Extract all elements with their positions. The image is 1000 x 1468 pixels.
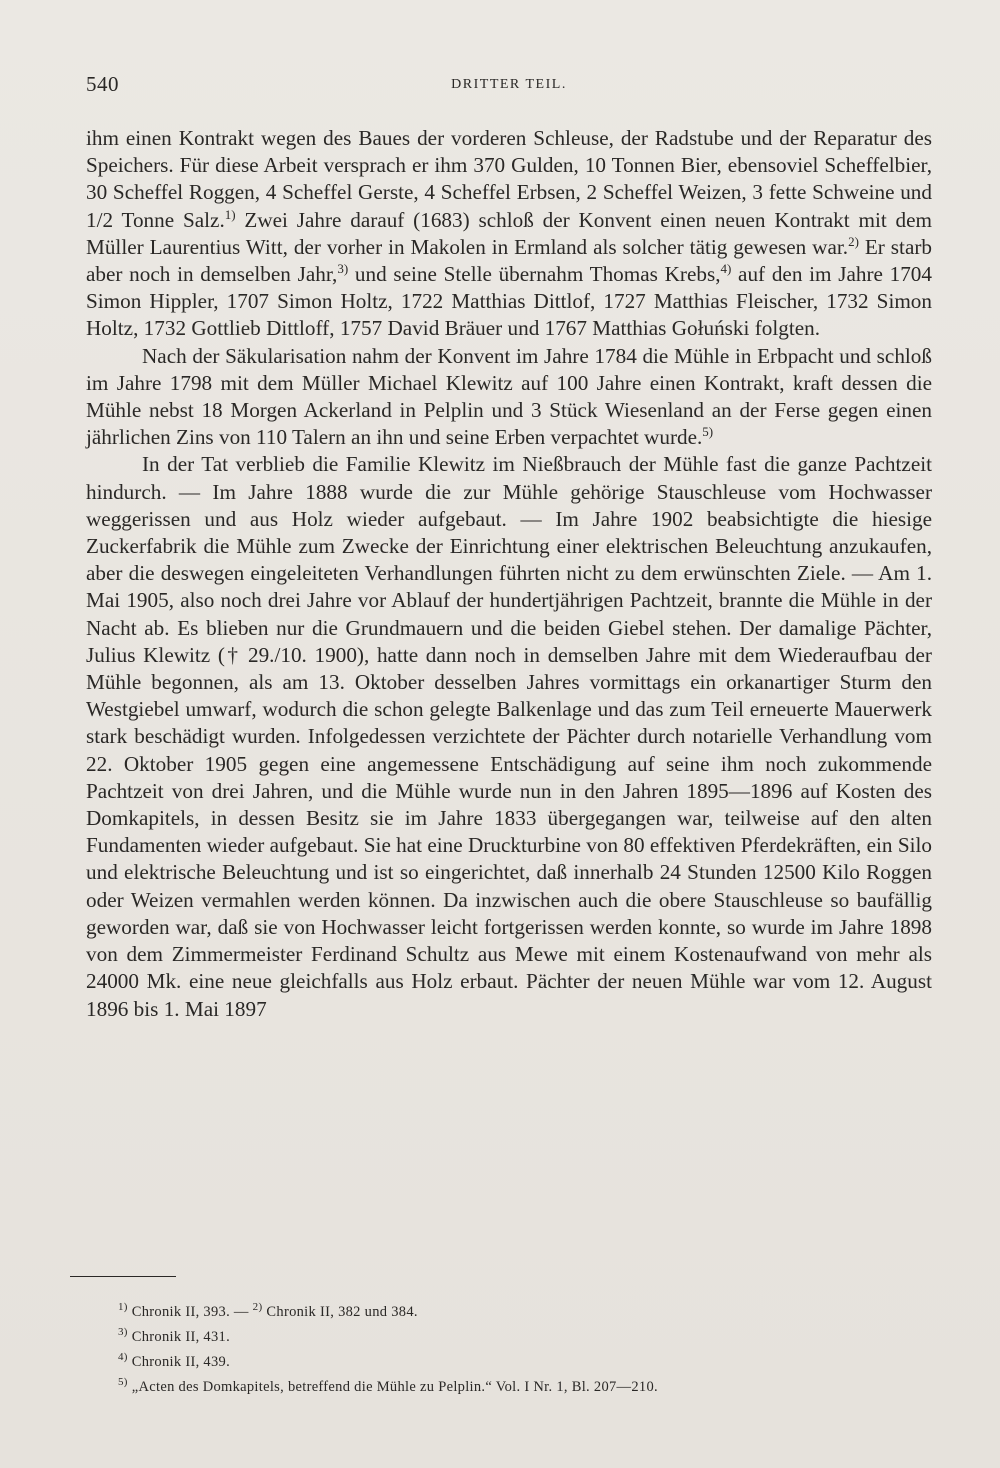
footnote-ref-3[interactable]: 3) xyxy=(337,260,349,276)
text-run: Nach der Säkularisation nahm der Konvent im Jahre 1784 die Mühle in Erbpacht und schloß im Jahre 1798 mit dem Müller Michael Klewitz auf 100 Jahre einen Kontrakt, kraft dessen die Mühle nebst 18 Morgen Ackerland in Pelplin und 3 Stück Wiesenland an der Ferse gegen einen jährlichen Zins von 110 Talern an ihn und seine Erben verpachtet wurde. xyxy=(86,343,932,450)
footnote-ref-5[interactable]: 5) xyxy=(702,424,714,440)
fraction-half: 1/2 xyxy=(86,207,114,232)
paragraph-2 xyxy=(86,343,932,452)
text-run: Er starb aber noch in demselben Jahr, xyxy=(86,234,932,287)
paragraph-1 xyxy=(86,125,932,343)
footnote-ref-1[interactable]: 1) xyxy=(224,206,236,222)
footnote-text: „Acten des Domkapitels, betreffend die Mühle zu Pelplin.“ Vol. I Nr. 1, Bl. 207—210. xyxy=(131,1379,658,1395)
footnote-mark: 1) xyxy=(118,1301,128,1314)
paragraph-3: In der Tat verblieb die Familie Klewitz im Nießbrauch der Mühle fast die ganze Pachtzeit hindurch. — Im Jahre 1888 wurde die zur Mühle gehörige Stauschleuse vom Hochwasser weggerissen und aus Holz wieder aufgebaut. — Im Jahre 1902 beabsichtigte die hiesige Zuckerfabrik die Mühle zum Zwecke der Einrichtung einer elektrischen Beleuchtung anzukaufen, aber die deswegen eingeleiteten Verhandlungen führten nicht zu dem erwünschten Ziele. — Am 1. Mai 1905, also noch drei Jahre vor Ablauf der hundertjährigen Pachtzeit, brannte die Mühle in der Nacht ab. Es blieben nur die Grundmauern und die beiden Giebel stehen. Der damalige Pächter, Julius Klewitz († 29./10. 1900), hatte dann noch in demselben Jahre mit dem Wiederaufbau der Mühle begonnen, als am 13. Oktober desselben Jahres vormittags ein orkanartiger Sturm den Westgiebel umwarf, wodurch die schon gelegte Balkenlage und das zum Teil erneuerte Mauerwerk stark beschädigt wurden. Infolgedessen verzichtete der Pächter durch notarielle Verhandlung vom 22. Oktober 1905 gegen eine angemessene Entschädigung auf seine ihm noch zukommende Pachtzeit von drei Jahren, und die Mühle wurde nun in den Jahren 1895—1896 auf Kosten des Domkapitels, in dessen Besitz sie im Jahre 1833 übergegangen war, teilweise auf den alten Fundamenten wieder aufgebaut. Sie hat eine Druckturbine von 80 effektiven Pferdekräften, ein Silo und elektrische Beleuchtung und ist so eingerichtet, daß innerhalb 24 Stunden 12500 Kilo Roggen oder Weizen vermahlen werden können. Da inzwischen auch die obere Stauschleuse so baufällig geworden war, daß sie von Hochwasser leicht fortgerissen werden konnte, so wurde im Jahre 1898 von dem Zimmermeister Ferdinand Schultz aus Mewe mit einem Kostenaufwand von mehr als 24000 Mk. eine neue gleichfalls aus Holz erbaut. Pächter der neuen Mühle war vom 12. August 1896 bis 1. Mai 1897 xyxy=(86,452,932,1021)
footnote-mark: 5) xyxy=(118,1376,128,1389)
footnote-text: Chronik II, 393. — xyxy=(131,1304,253,1320)
text-run: Zwei Jahre darauf (1683) schloß der Konvent einen neuen Kontrakt mit dem Müller Laurentius Witt, der vorher in Makolen in Ermland als solcher tätig gewesen war. xyxy=(86,207,933,259)
footnote-1-2 xyxy=(118,1300,938,1325)
footnote-text: Chronik II, 431. xyxy=(131,1329,231,1345)
footnote-4 xyxy=(118,1350,938,1375)
footnote-mark: 3) xyxy=(118,1326,128,1339)
footnote-5 xyxy=(118,1375,938,1400)
footnote-ref-4[interactable]: 4) xyxy=(720,260,732,276)
footnote-text: Chronik II, 382 und 384. xyxy=(266,1304,418,1320)
footnote-mark: 4) xyxy=(118,1351,128,1364)
page-header xyxy=(86,72,932,102)
footnote-divider xyxy=(70,1276,176,1277)
footnote-ref-2[interactable]: 2) xyxy=(848,233,859,249)
footnote-mark: 2) xyxy=(252,1301,263,1314)
main-text xyxy=(86,125,932,1023)
text-run: Tonne Salz. xyxy=(113,207,225,232)
text-run: und seine Stelle übernahm Thomas Krebs, xyxy=(348,262,721,287)
footnote-3 xyxy=(118,1325,938,1350)
footnote-text: Chronik II, 439. xyxy=(131,1354,231,1370)
page-number: 540 xyxy=(86,72,119,96)
footnotes xyxy=(118,1300,938,1400)
text-run: auf den im Jahre 1704 Simon Hippler, 1707 Simon Holtz, 1722 Matthias Dittlof, 1727 Matthias Fleischer, 1732 Simon Holtz, 1732 Gottlieb Dittloff, 1757 David Bräuer und 1767 Matthias Gołuński folgten. xyxy=(86,262,932,341)
running-head: DRITTER TEIL. xyxy=(451,77,567,92)
text-run: ihm einen Kontrakt wegen des Baues der vorderen Schleuse, der Radstube und der Reparatur des Speichers. Für diese Arbeit versprach er ihm 370 Gulden, 10 Tonnen Bier, ebensoviel Scheffelbier, 30 Scheffel Roggen, 4 Scheffel Gerste, 4 Scheffel Erbsen, 2 Scheffel Weizen, 3 fette Schweine und xyxy=(86,126,932,205)
